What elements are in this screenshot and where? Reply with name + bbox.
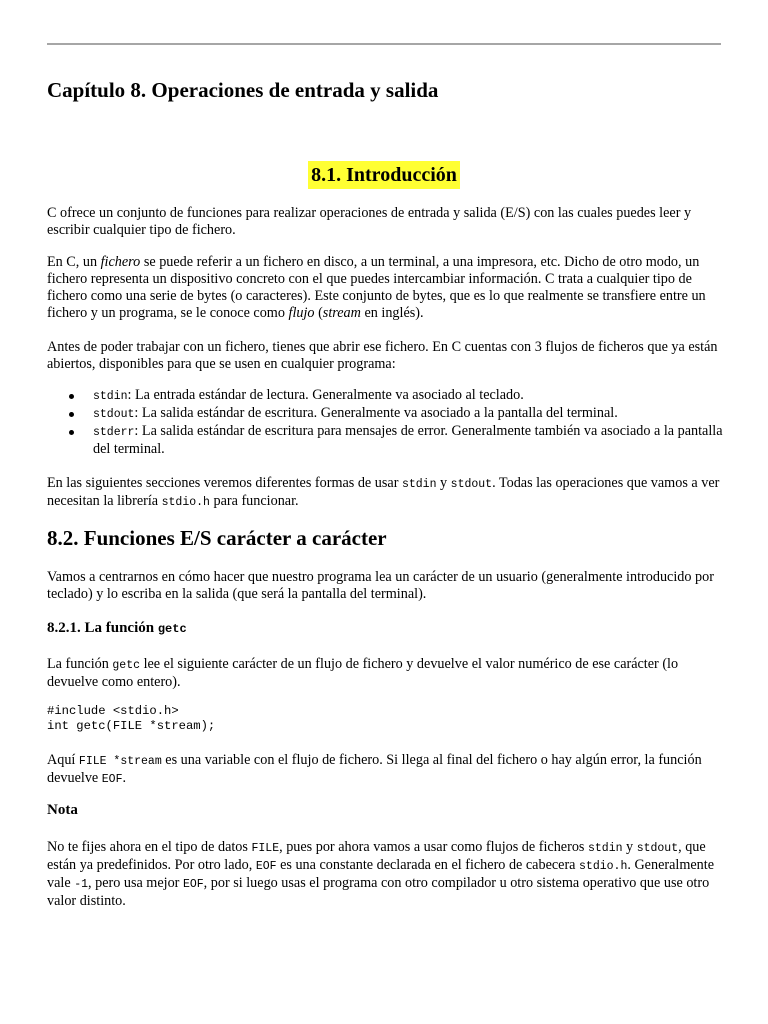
stream-term: stream [322, 305, 361, 321]
note-paragraph: No te fijes ahora en el tipo de datos FILE, pues por ahora vamos a usar como flujos de ficheros stdin y stdout, que están ya predefinidos. Por otro lado, EOF es una constante declarada en el fichero de cabecera stdio.h. Generalmente vale -1, pero usa mejor EOF, por si luego usas el programa con otro compilador u otro sistema operativo que use otro valor distinto. [47, 839, 714, 909]
chapter-title: Capítulo 8. Operaciones de entrada y salida [47, 78, 439, 102]
list-item: stdout: La salida estándar de escritura. Generalmente va asociado a la pantalla del terminal. [47, 405, 727, 423]
list-item: stderr: La salida estándar de escritura para mensajes de error. Generalmente también va asociado a la pantalla del terminal. [47, 423, 727, 458]
list-item: stdin: La entrada estándar de lectura. Generalmente va asociado al teclado. [47, 387, 727, 405]
top-rule [47, 43, 721, 45]
bullet-icon [69, 412, 74, 417]
note-title: Nota [47, 802, 78, 818]
flujo-term: flujo [288, 305, 315, 321]
intro-paragraph: C ofrece un conjunto de funciones para realizar operaciones de entrada y salida (E/S) con las cuales puedes leer y escribir cualquier tipo de fichero. [47, 205, 692, 238]
section-81-title: 8.1. Introducción [308, 161, 460, 189]
library-paragraph: En las siguientes secciones veremos diferentes formas de usar stdin y stdout. Todas las operaciones que vamos a ver necesitan la librería stdio.h para funcionar. [47, 475, 720, 509]
section-821-title: 8.2.1. La función getc [47, 620, 187, 636]
code-stdin: stdin [93, 390, 128, 403]
file-stream-paragraph: Aquí FILE *stream es una variable con el flujo de fichero. Si llega al final del fichero o hay algún error, la función devuelve EOF. [47, 752, 702, 786]
code-stderr: stderr [93, 426, 135, 439]
section-81-heading-wrap [0, 161, 768, 189]
char-io-paragraph: Vamos a centrarnos en cómo hacer que nuestro programa lea un carácter de un usuario (generalmente introducido por teclado) y lo escriba en la salida (que será la pantalla del terminal). [47, 569, 714, 602]
code-stdout: stdout [93, 408, 135, 421]
streams-paragraph: Antes de poder trabajar con un fichero, tienes que abrir ese fichero. En C cuentas con 3 flujos de ficheros que ya están abiertos, disponibles para que se usen en cualquier programa: [47, 339, 718, 372]
bullet-icon [69, 394, 74, 399]
getc-code-block: #include <stdio.h> int getc(FILE *stream); [47, 704, 216, 733]
standard-streams-list [47, 387, 727, 458]
section-82-title: 8.2. Funciones E/S carácter a carácter [47, 526, 387, 550]
bullet-icon [69, 430, 74, 435]
fichero-paragraph: En C, un fichero se puede referir a un fichero en disco, a un terminal, a una impresora, etc. Dicho de otro modo, un fichero representa un dispositivo concreto con el que puedes intercambiar información. C trata a cualquier tipo de fichero como una serie de bytes (o caracteres). Este conjunto de bytes, que es lo que realmente se transfiere entre un fichero y un programa, se le conoce como flujo (stream en inglés). [47, 254, 706, 321]
getc-paragraph: La función getc lee el siguiente carácter de un flujo de fichero y devuelve el valor numérico de ese carácter (lo devuelve como entero). [47, 656, 679, 690]
fichero-term: fichero [100, 254, 141, 270]
